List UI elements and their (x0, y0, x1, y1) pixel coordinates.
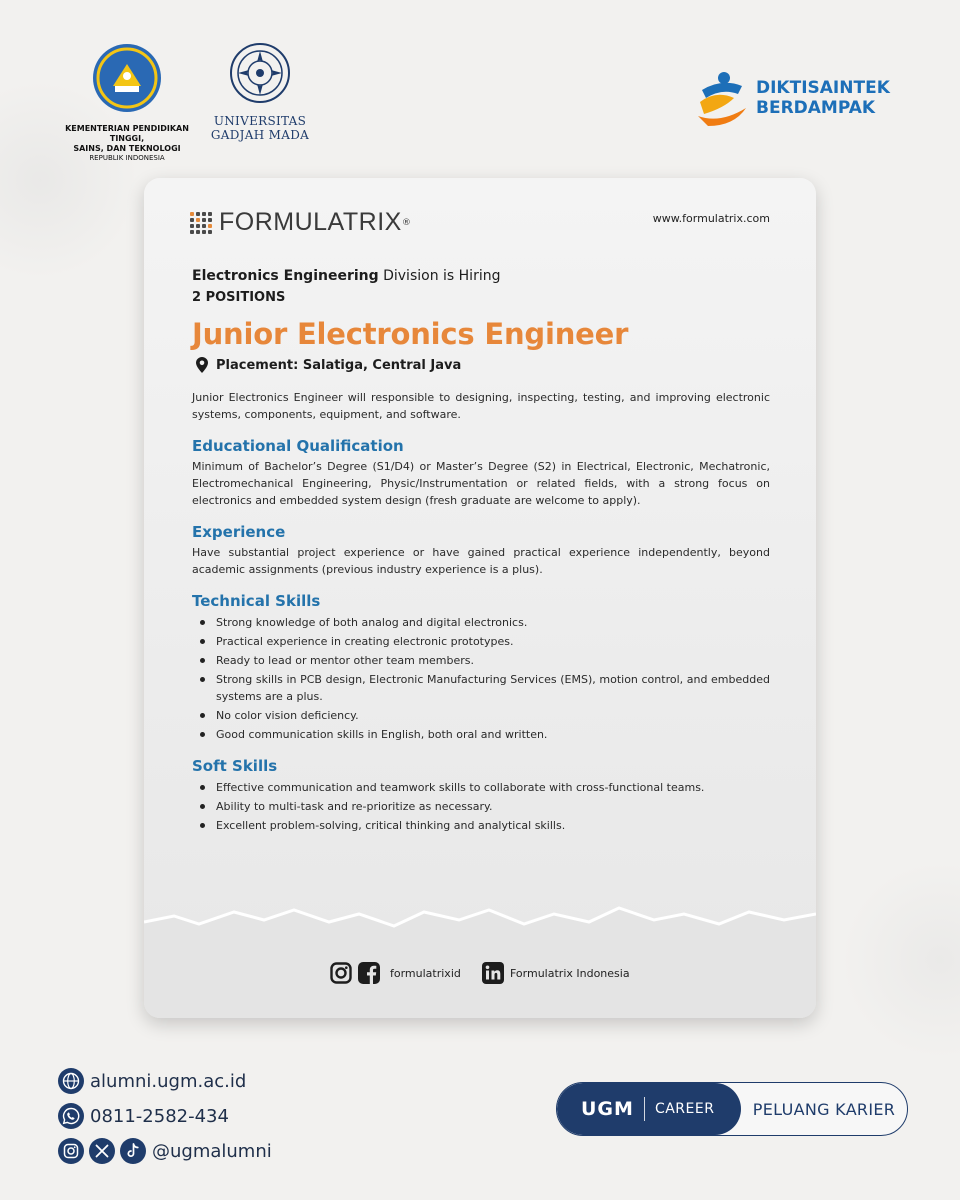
job-posting-card (144, 178, 816, 1018)
career-pill (556, 1082, 908, 1136)
ministry-name-line1: KEMENTERIAN PENDIDIKAN TINGGI, (65, 124, 189, 143)
background-decoration (840, 860, 960, 1060)
alumni-phone-text: 0811-2582-434 (90, 1105, 229, 1127)
card-footer (144, 938, 816, 1018)
alumni-social[interactable] (58, 1138, 272, 1164)
linkedin-icon (482, 962, 504, 984)
registered-mark: ® (401, 217, 411, 228)
job-intro: Junior Electronics Engineer will responsible to designing, inspecting, testing, and improving electronic systems, components, equipment, and software. (192, 391, 770, 421)
job-title: Junior Electronics Engineer (192, 317, 629, 351)
list-item: Good communication skills in English, both oral and written. (192, 726, 770, 743)
tut-wuri-emblem-icon (91, 42, 163, 114)
pill-peluang-text: PELUANG KARIER (752, 1099, 896, 1119)
soft-skills-list (192, 779, 770, 834)
x-icon (89, 1138, 115, 1164)
alumni-website[interactable] (58, 1068, 246, 1094)
ugm-logo (210, 42, 310, 142)
list-item: Strong skills in PCB design, Electronic Manufacturing Services (EMS), motion control, and embedded systems are a plus. (192, 671, 770, 705)
instagram-icon (58, 1138, 84, 1164)
company-linkedin[interactable] (482, 962, 630, 984)
facebook-icon (358, 962, 380, 984)
hiring-division: Electronics Engineering (192, 268, 379, 284)
hiring-headline (192, 268, 770, 284)
globe-icon (58, 1068, 84, 1094)
map-pin-icon (196, 357, 208, 373)
alumni-website-text: alumni.ugm.ac.id (90, 1070, 247, 1092)
pill-career-text: CAREER (654, 1101, 715, 1117)
alumni-phone[interactable] (58, 1103, 229, 1129)
job-content (192, 268, 770, 836)
list-item: Ready to lead or mentor other team members. (192, 652, 770, 669)
ministry-logo (52, 42, 202, 163)
placement-label: Placement (216, 357, 294, 373)
placement-value: : Salatiga, Central Java (293, 357, 462, 373)
experience-body: Have substantial project experience or have gained practical experience independently, beyond academic assignments (previous industry experience is a plus). (192, 546, 770, 576)
list-item: Strong knowledge of both analog and digital electronics. (192, 614, 770, 631)
tiktok-icon (120, 1138, 146, 1164)
list-item: Excellent problem-solving, critical thinking and analytical skills. (192, 817, 770, 834)
instagram-icon (330, 962, 352, 984)
pill-divider (644, 1097, 645, 1121)
technical-skills-list (192, 614, 770, 743)
diktisaintek-mark-icon (694, 68, 750, 128)
torn-paper-edge (144, 898, 816, 938)
campaign-line1: DIKTISAINTEK (756, 78, 890, 98)
company-social-handle[interactable] (330, 962, 461, 984)
pill-ugm-text: UGM (581, 1098, 634, 1120)
hiring-suffix: Division is Hiring (378, 268, 501, 284)
list-item: Ability to multi-task and re-prioritize as necessary. (192, 798, 770, 815)
experience-title: Experience (192, 523, 286, 541)
campaign-line2: BERDAMPAK (756, 98, 876, 118)
company-name: FORMULATRIX (219, 208, 402, 236)
list-item: Effective communication and teamwork skills to collaborate with cross-functional teams. (192, 779, 770, 796)
list-item: No color vision deficiency. (192, 707, 770, 724)
formulatrix-logo (190, 208, 411, 237)
placement (196, 357, 770, 373)
ugm-emblem-icon (229, 42, 291, 104)
list-item: Practical experience in creating electronic prototypes. (192, 633, 770, 650)
ministry-name-line2: SAINS, DAN TEKNOLOGI (73, 144, 181, 153)
company-social-text: formulatrixid (390, 966, 461, 980)
diktisaintek-logo (694, 68, 890, 128)
university-name-line1: UNIVERSITAS (213, 114, 307, 128)
formulatrix-dots-icon (190, 212, 212, 234)
ministry-country: REPUBLIK INDONESIA (89, 154, 165, 162)
company-website[interactable]: www.formulatrix.com (652, 212, 770, 225)
education-title: Educational Qualification (192, 437, 404, 455)
career-pill-brand (557, 1083, 741, 1135)
education-body: Minimum of Bachelor’s Degree (S1/D4) or Master’s Degree (S2) in Electrical, Electronic, Mechatronic, Electromechanical Engineering, Physic/Instrumentation or related fields, with a strong focus on electronics and embedded system design (fresh graduate are welcome to apply). (192, 460, 770, 507)
whatsapp-icon (58, 1103, 84, 1129)
technical-skills-title: Technical Skills (192, 592, 321, 610)
company-linkedin-text: Formulatrix Indonesia (510, 966, 630, 980)
university-name-line2: GADJAH MADA (210, 128, 310, 142)
positions-count: 2 POSITIONS (192, 290, 286, 305)
alumni-social-text: @ugmalumni (152, 1140, 272, 1162)
soft-skills-title: Soft Skills (192, 757, 278, 775)
